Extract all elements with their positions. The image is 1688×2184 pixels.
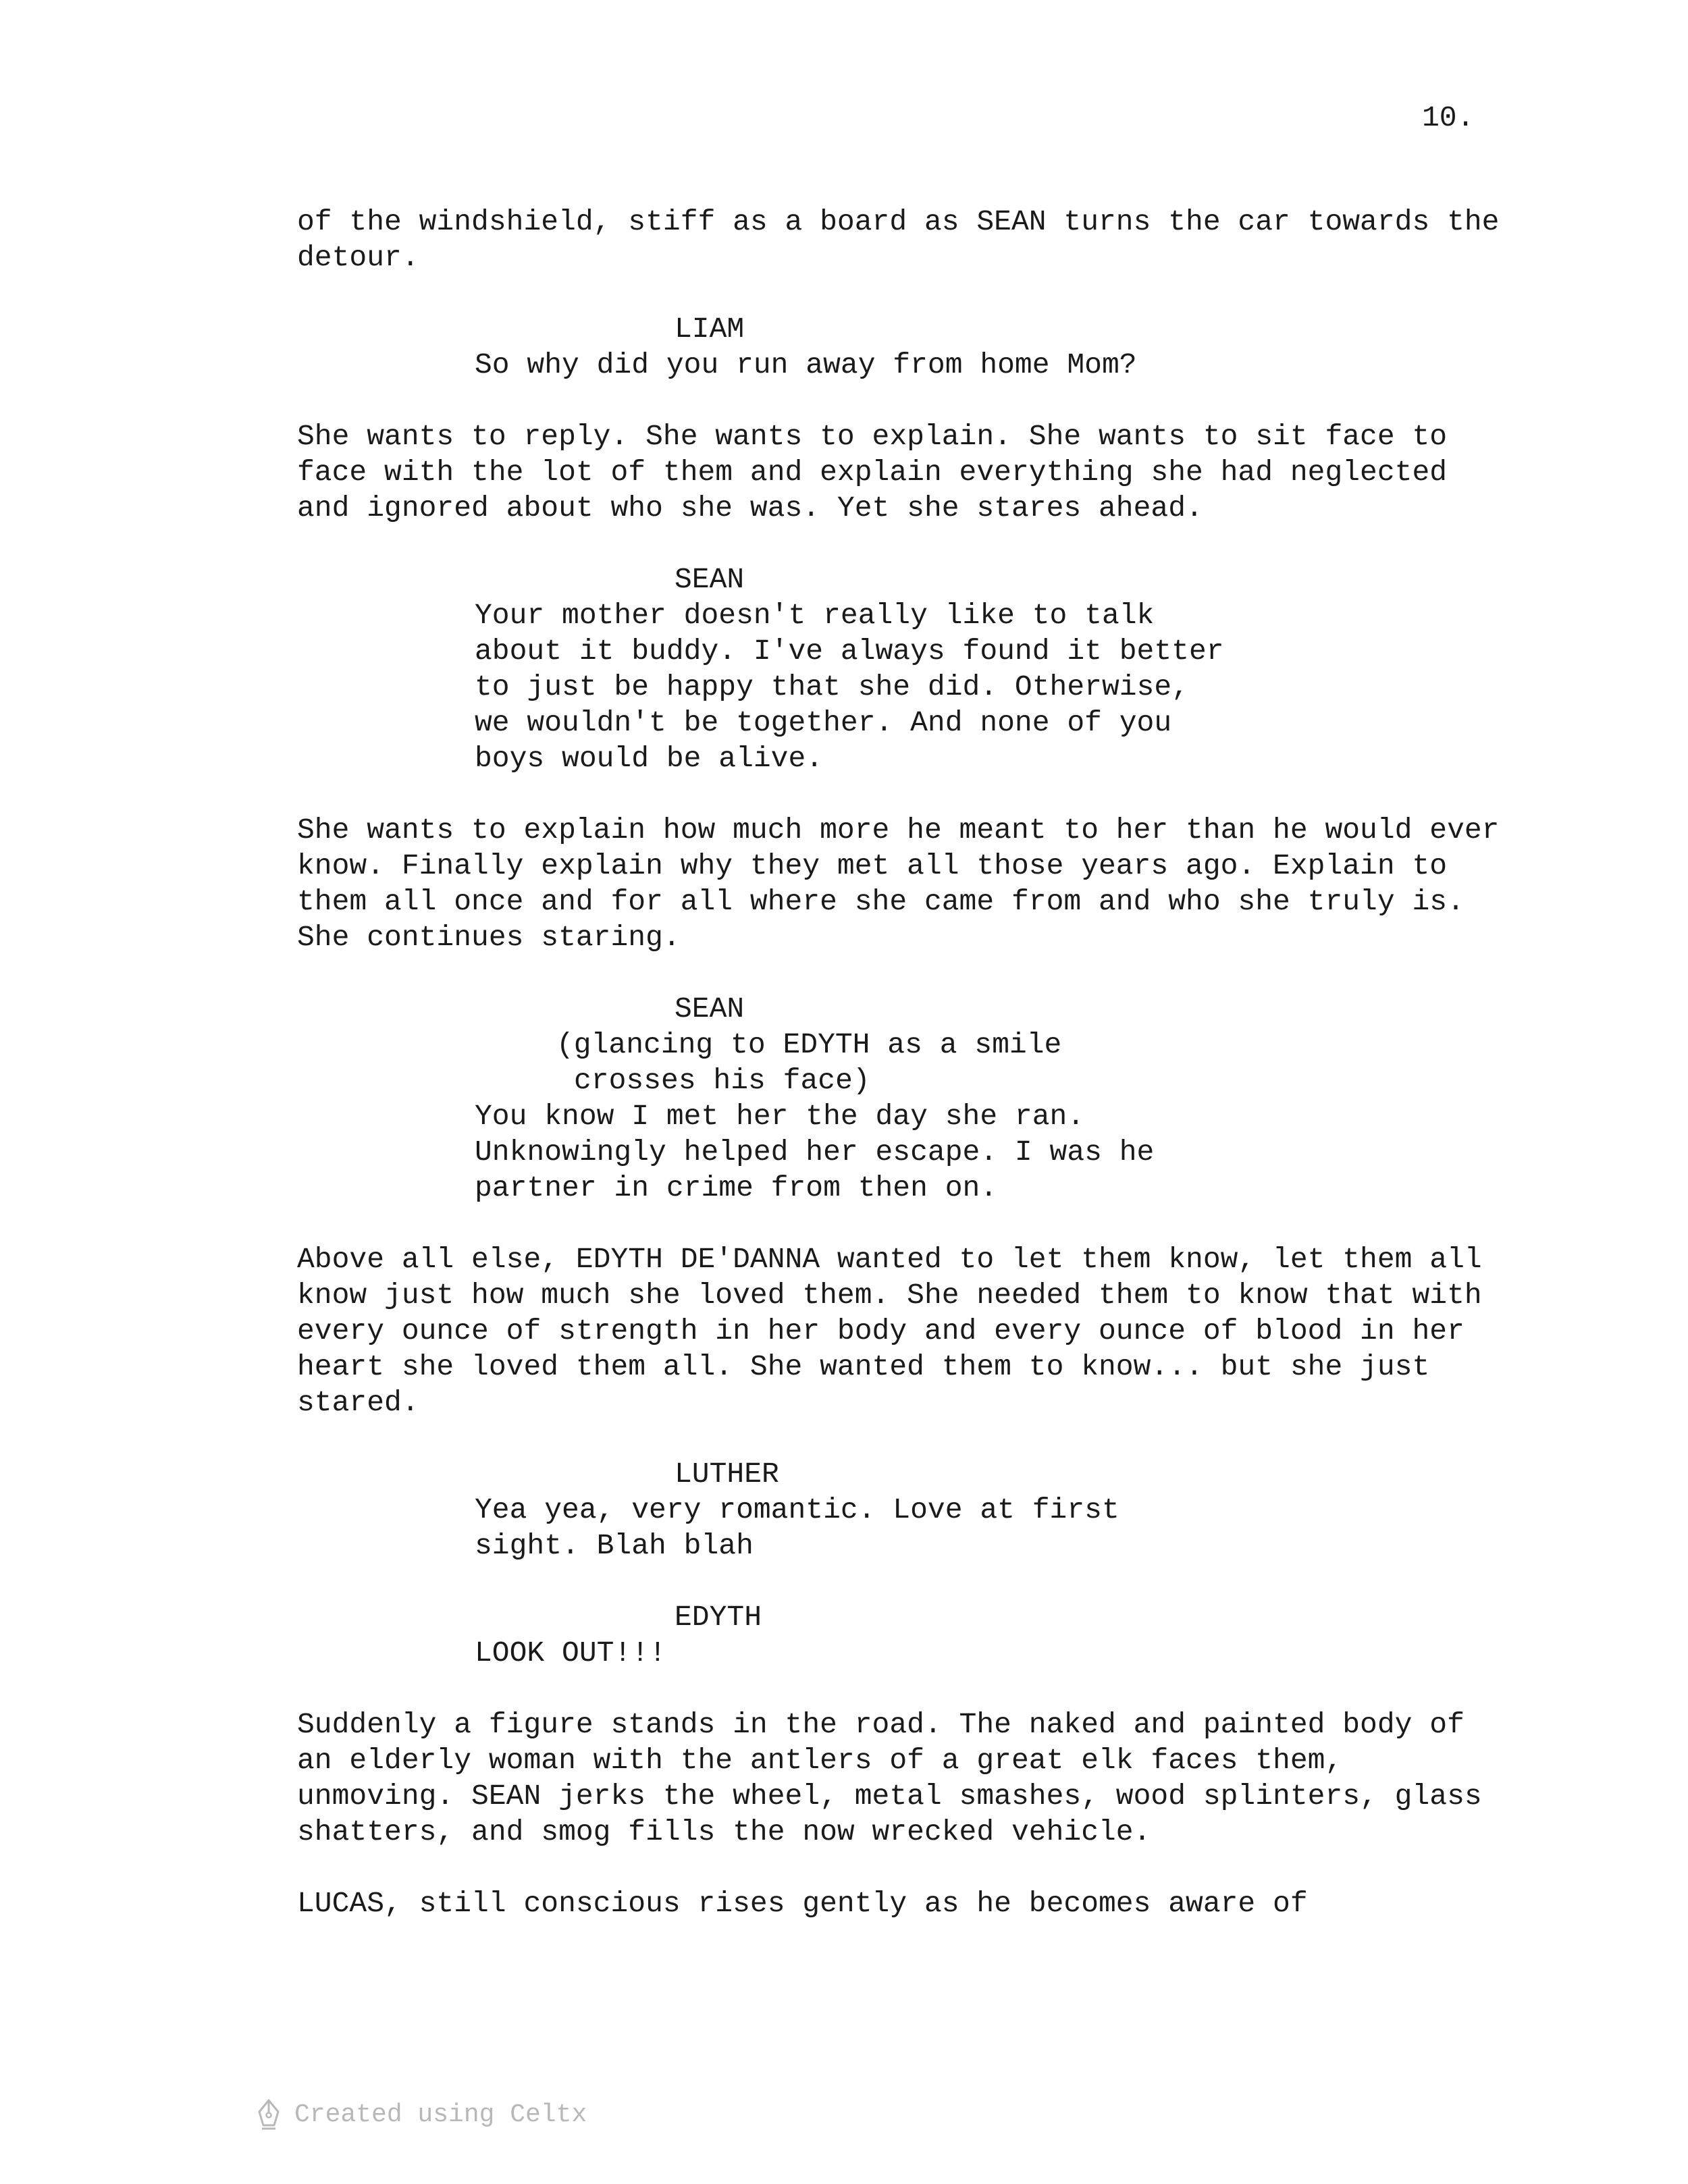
action-line: of the windshield, stiff as a board as SEAN turns the car towards the detour.: [297, 205, 1517, 274]
parenthetical: (glancing to EDYTH as a smile crosses his face): [556, 1028, 1080, 1097]
character-name: SEAN: [675, 992, 745, 1026]
action-line: She wants to reply. She wants to explain. She wants to sit face to face with the lot of them and explain everything she had neglected and ignored about who she was. Yet she stares ahead.: [297, 420, 1465, 525]
dialogue: You know I met her the day she ran. Unknowingly helped her escape. I was he partner in crime from then on.: [475, 1100, 1172, 1204]
celtx-footer: [255, 2098, 587, 2132]
dialogue: Your mother doesn't really like to talk about it buddy. I've always found it better to just be happy that she did. Otherwise, we wouldn't be together. And none of you boys would be alive.: [475, 599, 1242, 775]
dialogue: So why did you run away from home Mom?: [475, 348, 1137, 381]
character-name: EDYTH: [675, 1601, 762, 1634]
page-number: 10.: [1422, 101, 1475, 134]
action-line: Suddenly a figure stands in the road. The naked and painted body of an elderly woman with the antlers of a great elk faces them, unmoving. SEAN jerks the wheel, metal smashes, wood splinters, glass shatters, and smog fills the now wrecked vehicle.: [297, 1708, 1500, 1848]
action-line: Above all else, EDYTH DE'DANNA wanted to let them know, let them all know just how much she loved them. She needed them to know that with every ounce of strength in her body and every ounce of blood in her heart she loved them all. She wanted them to know... but she just stared.: [297, 1243, 1500, 1419]
character-name: LIAM: [675, 313, 745, 346]
script-body: [297, 204, 1566, 1957]
action-line: She wants to explain how much more he meant to her than he would ever know. Finally explain why they met all those years ago. Explain to them all once and for all where she came from and who she truly is. She continues staring.: [297, 814, 1517, 954]
celtx-pen-icon: [255, 2098, 282, 2132]
character-name: LUTHER: [675, 1458, 779, 1491]
action-line: LUCAS, still conscious rises gently as he becomes aware of: [297, 1887, 1308, 1920]
dialogue: Yea yea, very romantic. Love at first sight. Blah blah: [475, 1493, 1137, 1562]
dialogue: LOOK OUT!!!: [475, 1636, 666, 1670]
character-name: SEAN: [675, 563, 745, 596]
footer-text: Created using Celtx: [294, 2100, 587, 2129]
